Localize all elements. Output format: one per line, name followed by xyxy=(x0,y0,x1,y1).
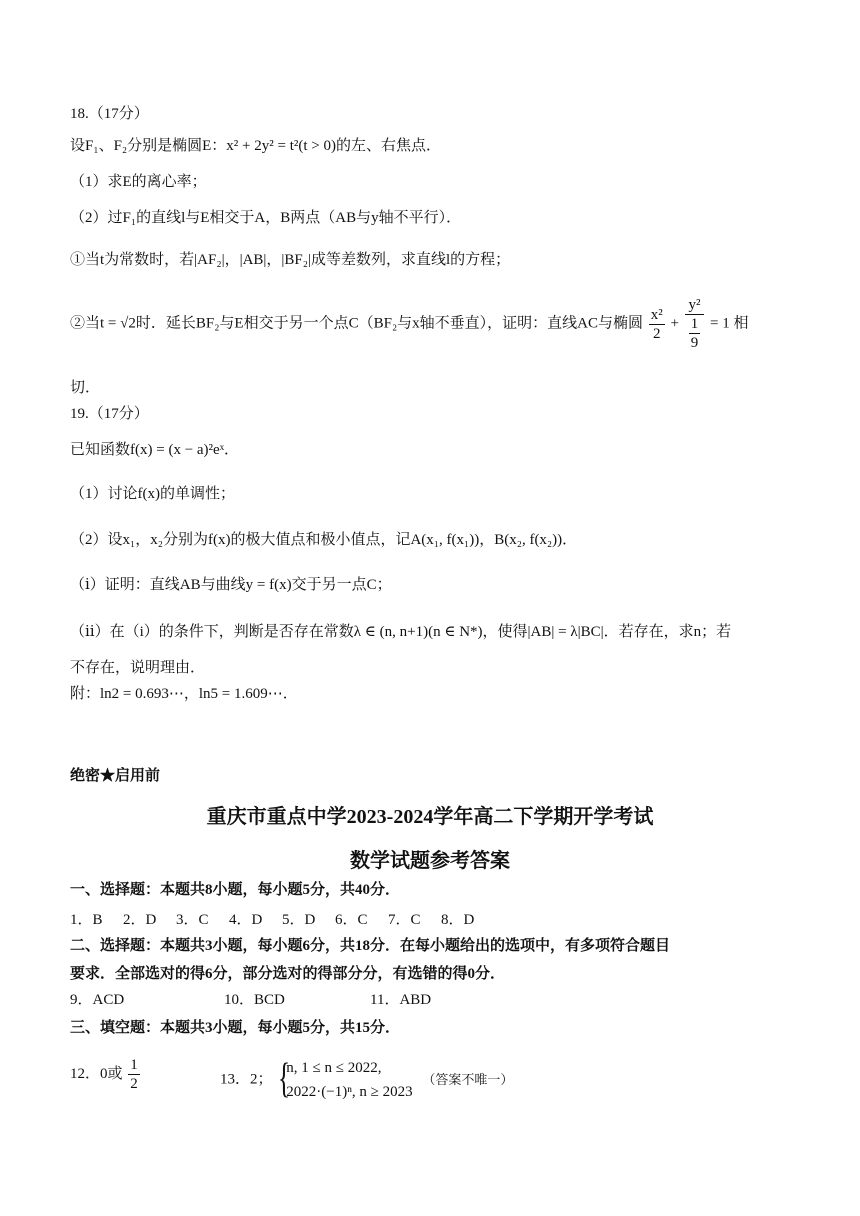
section3-heading: 三、填空题：本题共3小题，每小题5分，共15分． xyxy=(70,1020,401,1036)
q19-part2-ii: （ⅱ）在（i）的条件下，判断是否存在常数λ ∈ (n, n+1)(n ∈ N*)，使得|AB| = λ|BC|．若存在，求n；若 xyxy=(70,624,732,640)
q19-heading: 19.（17分） xyxy=(70,406,149,422)
answer-title: 重庆市重点中学2023-2024学年高二下学期开学考试 xyxy=(206,806,654,828)
mc-answer-4: 4．D xyxy=(229,912,263,928)
q18-part1: （1）求E的离心率； xyxy=(70,174,207,190)
plus-sign: + xyxy=(670,315,679,332)
ellipse-y-inner-fraction xyxy=(689,315,701,352)
ellipse-y-denominator xyxy=(685,315,705,352)
answer-13-case1: { n, 1 ≤ n ≤ 2022, xyxy=(286,1060,382,1076)
section2-heading-line1: 二、选择题：本题共3小题，每小题6分，共18分．在每小题给出的选项中，有多项符合题目 xyxy=(70,938,671,954)
q18-part2-a: ①当t为常数时，若|AF₂|，|AB|，|BF₂|成等差数列，求直线l的方程； xyxy=(70,252,511,268)
answer-12 xyxy=(70,1056,142,1093)
answer-13-prefix: 13．2； xyxy=(220,1071,273,1088)
ellipse-x-denominator: 2 xyxy=(653,325,661,342)
ellipse-y-numerator: y² xyxy=(685,296,705,315)
ellipse-equals: = 1 相 xyxy=(710,315,749,332)
q19-part1: （1）讨论f(x)的单调性； xyxy=(70,486,235,502)
q18-statement: 设F₁、F₂分别是椭圆E：x² + 2y² = t²(t > 0)的左、右焦点． xyxy=(70,138,442,154)
mc-answer-8: 8．D xyxy=(441,912,475,928)
mc-answer-6: 6．C xyxy=(335,912,368,928)
answer-13-cases xyxy=(276,1056,412,1104)
section1-heading: 一、选择题：本题共8小题，每小题5分，共40分． xyxy=(70,882,401,898)
ellipse-x-numerator: x² xyxy=(650,306,663,323)
answer-12-denominator: 2 xyxy=(130,1076,138,1092)
q18-part2-b-end: 切． xyxy=(70,380,101,396)
answer-12-fraction xyxy=(128,1056,140,1093)
q18-heading: 18.（17分） xyxy=(70,106,149,122)
q19-part2: （2）设x₁，x₂分别为f(x)的极大值点和极小值点，记A(x₁, f(x₁))，B(x₂, f(x₂))． xyxy=(70,532,578,548)
answer-13-case2: 2022·(−1)ⁿ, n ≥ 2023 xyxy=(286,1084,413,1100)
answer-13 xyxy=(220,1056,513,1104)
mc-answer-7: 7．C xyxy=(388,912,421,928)
ms-answer-10: 10．BCD xyxy=(224,992,285,1008)
q19-part2-i: （ⅰ）证明：直线AB与曲线y = f(x)交于另一点C； xyxy=(70,577,392,593)
section2-heading-line2: 要求．全部选对的得6分，部分选对的得部分分，有选错的得0分． xyxy=(70,966,506,982)
ellipse-x-fraction xyxy=(649,306,665,343)
q19-statement: 已知函数f(x) = (x − a)²eˣ． xyxy=(70,442,240,458)
inner-denominator: 9 xyxy=(690,335,699,351)
mc-answer-1: 1．B xyxy=(70,912,103,928)
q19-part2-ii-cont: 不存在，说明理由． xyxy=(70,660,206,676)
mc-answer-5: 5．D xyxy=(282,912,316,928)
ms-answer-9: 9．ACD xyxy=(70,992,125,1008)
q18-part2: （2）过F₁的直线l与E相交于A，B两点（AB与y轴不平行）． xyxy=(70,210,462,226)
answer-13-note: （答案不唯一） xyxy=(422,1072,514,1087)
inner-numerator: 1 xyxy=(690,316,699,332)
q18-part2-b xyxy=(70,296,748,352)
mc-answer-2: 2．D xyxy=(123,912,157,928)
confidential-label: 绝密★启用前 xyxy=(70,768,161,784)
ellipse-y-fraction xyxy=(685,296,705,352)
answer-12-prefix: 12．0或 xyxy=(70,1065,123,1082)
answer-subtitle: 数学试题参考答案 xyxy=(350,850,510,872)
answer-12-numerator: 1 xyxy=(130,1057,138,1073)
ms-answer-11: 11．ABD xyxy=(370,992,432,1008)
mc-answer-3: 3．C xyxy=(176,912,209,928)
q19-note: 附：ln2 = 0.693⋯，ln5 = 1.609⋯． xyxy=(70,686,298,702)
q18-part2-b-text: ②当t = √2时．延长BF₂与E相交于另一个点C（BF₂与x轴不垂直），证明：直线AC与椭圆 xyxy=(70,315,644,332)
